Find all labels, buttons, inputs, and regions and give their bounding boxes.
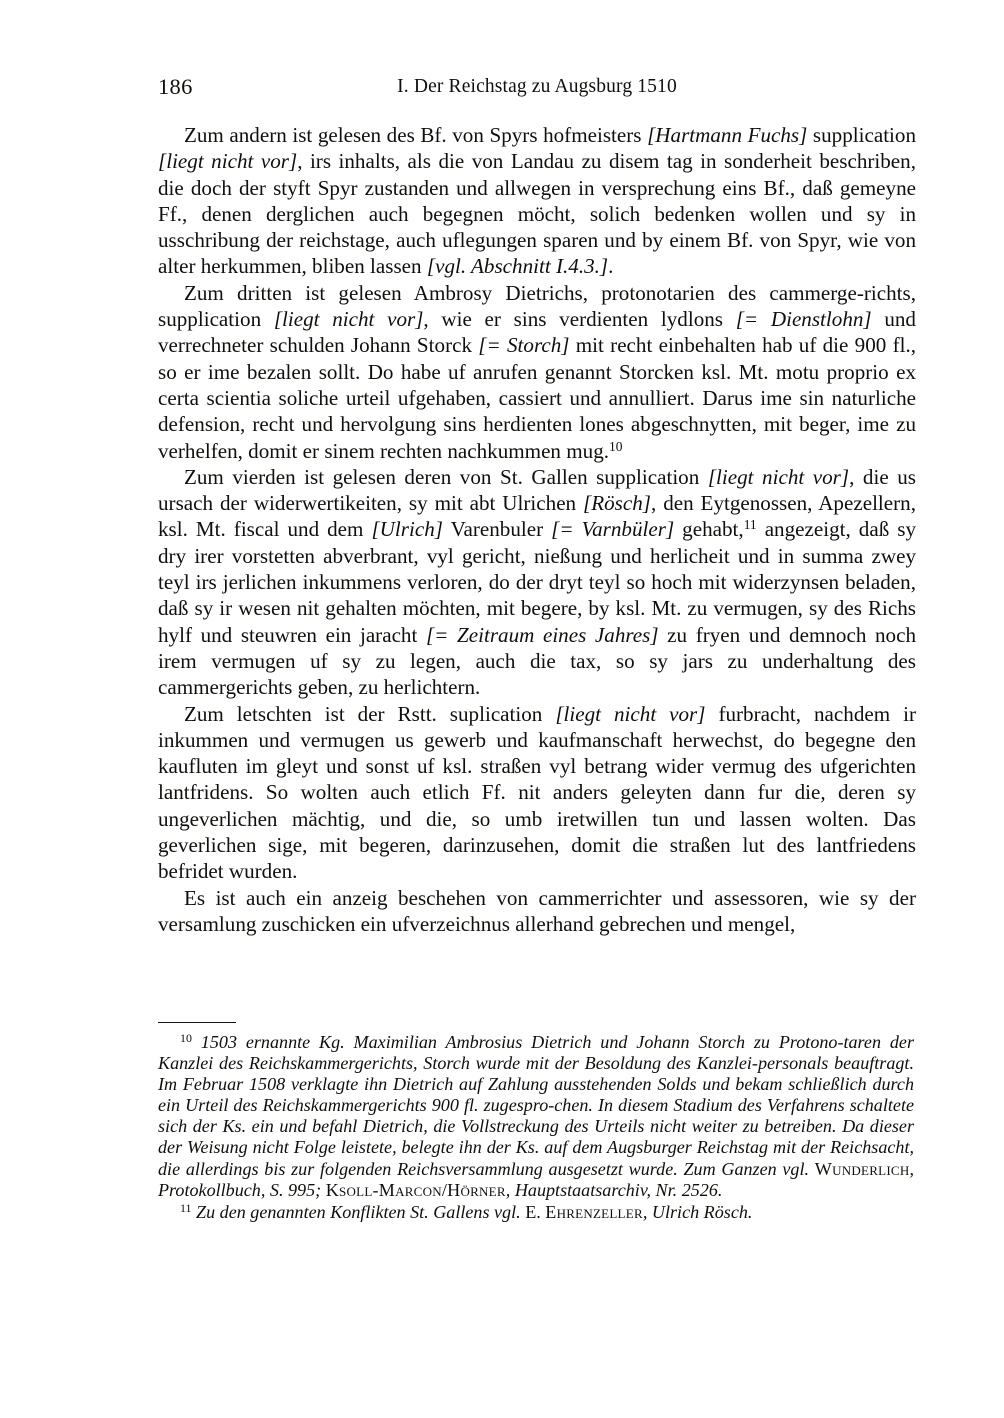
editorial-insertion: [= Varnbüler] [551,517,675,542]
citation-author: Wunderlich [814,1158,910,1179]
editorial-insertion: [liegt nicht vor] [158,149,298,174]
editorial-insertion: [vgl. Abschnitt I.4.3.] [426,254,609,279]
citation-author: Ehrenzeller [545,1201,643,1222]
page-number: 186 [158,74,193,99]
footnote-separator-rule [158,1022,236,1023]
citation-initial: E. [525,1201,541,1222]
editorial-insertion: [liegt nicht vor] [707,464,850,489]
editorial-insertion: [= Dienstlohn] [735,307,872,332]
footnote-area [158,1022,914,1223]
running-head [158,74,916,104]
paragraph-zum-dritten: Zum dritten ist gelesen Ambrosy Dietrichs, protonotarien des cammerge‑richts, supplication [liegt nicht vor], wie er sins verdienten lydlons [= Dienstlohn] und verrechneter schulden Johann Storck [= Storch] mit recht einbehalten hab uf die 900 fl., so er ime bezalen sollt. Do habe uf anrufen genannt Storcken ksl. Mt. motu proprio ex certa scientia soliche urteil ufgehaben, cassiert und annulliert. Darus ime sin naturliche defension, recht und hervolgung sins herdienten lones abgeschnytten, mit beger, ime zu verhelfen, domit er sinem rechten nachkummen mug.$^{10}$ [158,280,917,463]
footnote-number-10: 10 [180,1031,192,1046]
footnote-number-11: 11 [180,1200,192,1215]
editorial-insertion: [Hartmann Fuchs] [647,123,808,147]
footnote-reference-10[interactable]: 10 [609,438,623,454]
paragraph-zum-vierden: Zum vierden ist gelesen deren von St. Gallen supplication [liegt nicht vor], die us ursach der widerwertikeiten, sy mit abt Ulrichen [Rösch], den Eytgenossen, Apezellern, ksl. Mt. fiscal und dem [Ulrich] Varenbuler [= Varnbüler] gehabt,$^{11}$ angezeigt, daß sy dry irer vorstetten abverbrant, vyl gericht, nießung und herlicheit und in summa zwey teyl irs jerlichen inkummens verloren, do der dryt teyl so hoch mit widerzynsen beladen, daß sy ir wesen nit gehalten möchten, mit begere, by ksl. Mt. zu vermugen, sy des Richs hylf und steuwren ein jaracht [= Zeitraum eines Jahres] zu fryen und demnoch noch irem vermugen uf sy zu legen, auch die tax, so sy jars zu underhaltung des cammergerichts geben, zu herlichtern. [158,464,916,700]
footnote-10: $^{10}$ 1503 ernannte Kg. Maximilian Ambrosius Dietrich und Johann Storch zu Protono‑taren der Kanzlei des Reichskammergerichts, Storch wurde mit der Besoldung des Kanzlei‑personals beauftragt. Im Februar 1508 verklagte ihn Dietrich auf Zahlung ausstehenden Solds und bekam schließlich durch ein Urteil des Reichskammergerichts 900 fl. zugespro‑chen. In diesem Stadium des Verfahrens schaltete sich der Ks. ein und befahl Dietrich, die Vollstreckung des Urteils nicht weiter zu betreiben. Da dieser der Weisung nicht Folge leistete, belegte ihn der Ks. auf dem Augsburger Reichstag mit der Reichsacht, die allerdings bis zur folgenden Reichsversammlung ausgesetzt wurde. Zum Ganzen vgl. Wunderlich, Protokollbuch, S. 995; Ksoll-Marcon/Hörner, Hauptstaatsarchiv, Nr. 2526. [158,1031,914,1200]
running-title: I. Der Reichstag zu Augsburg 1510 [397,76,677,97]
footnote-11: $^{11}$ Zu den genannten Konflikten St. Gallens vgl. E. Ehrenzeller, Ulrich Rösch. [180,1200,753,1222]
editorial-insertion: [Rösch] [583,491,651,516]
editorial-insertion: [liegt nicht vor] [555,701,706,726]
editorial-insertion: [Ulrich] [371,517,443,542]
paragraph-zum-letschten: Zum letschten ist der Rstt. suplication [liegt nicht vor] furbracht, nachdem ir inkummen und vermugen us gewerb und kaufmanschaft herwechst, do begegne den kaufluten im gleyt und sonst uf ksl. straßen vyl betrang wider vermug des ufgerichten lantfridens. So wolten auch etlich Ff. nit anders geleyten dann fur die, deren sy ungeverlichen mächtig, und die, so umb iretwillen tun und lassen wolten. Das geverlichen sige, mit begeren, darinzusehen, domit die straßen lut des lantfriedens befridet wurden. [158,701,916,884]
body-text [158,122,916,937]
paragraph-zum-andern: Zum andern ist gelesen des Bf. von Spyrs hofmeisters [Hartmann Fuchs] supplication [liegt nicht vor], irs inhalts, als die von Landau zu disem tag in sonderheit beschriben, die doch der styft Spyr zustanden und allwegen in versprechung eins Bf., daß gemeyne Ff., denen derglichen auch begegnen möcht, solich bedenken wollen und sy in usschribung der reichstage, auch uflegungen sparen und by einem Bf. von Spyr, wie von alter herkummen, bliben lassen [vgl. Abschnitt I.4.3.]. [158,123,917,279]
paragraph-es-ist-auch: Es ist auch ein anzeig beschehen von cammerrichter und assessoren, wie sy der versamlung zuschicken ein ufverzeichnus allerhand gebrechen und mengel, [158,885,916,936]
editorial-insertion: [liegt nicht vor] [273,307,424,332]
editorial-insertion: [= Storch] [478,333,570,358]
footnote-reference-11[interactable]: 11 [743,517,757,533]
citation-author: Ksoll-Marcon/Hörner [325,1179,506,1200]
editorial-insertion: [= Zeitraum eines Jahres] [425,622,659,647]
